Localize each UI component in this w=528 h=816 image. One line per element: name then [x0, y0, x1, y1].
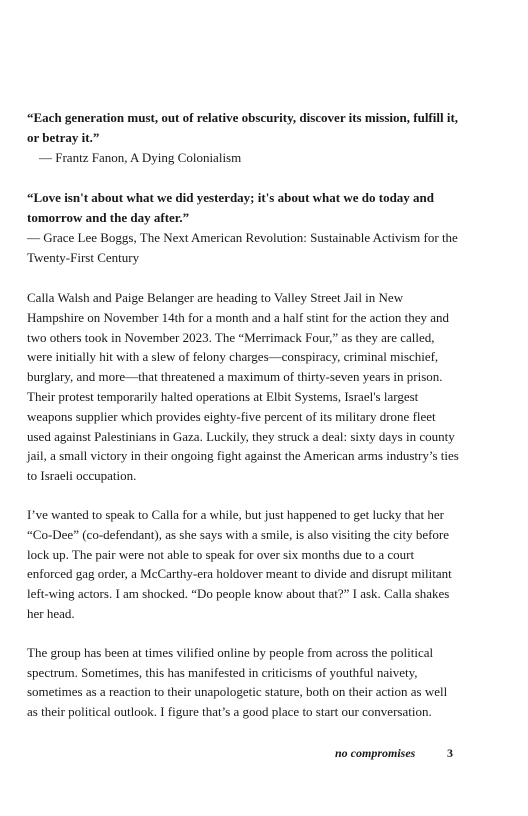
epigraph-fanon [27, 108, 459, 168]
article-page [27, 108, 459, 741]
epigraph-quote: “Each generation must, out of relative obscurity, discover its mission, fulfill it, or betray it.” [27, 110, 459, 145]
epigraph-attribution: — Grace Lee Boggs, The Next American Revolution: Sustainable Activism for the Twenty-First Century [27, 230, 458, 265]
body-paragraph: The group has been at times vilified online by people from across the political spectrum. Sometimes, this has manifested in criticisms of youthful naivety, sometimes as a reaction to their unapologetic stature, both on their action as well as their political outlook. I figure that’s a good place to start our conversation. [27, 644, 448, 720]
body-paragraph: Calla Walsh and Paige Belanger are heading to Valley Street Jail in New Hampshire on November 14th for a month and a half stint for the action they and two others took in November 2023. The “Merrimack Four,” as they are called, were initially hit with a slew of felony charges—conspiracy, criminal mischief, burglary, and more—that threatened a maximum of thirty-seven years in prison. Their protest temporarily halted operations at Elbit Systems, Israel's largest weapons supplier which provides eighty-five percent of its military drone fleet used against Palestinians in Gaza. Luckily, they struck a deal: sixty days in county jail, a small victory in their ongoing fight against the American arms industry’s ties to Israeli occupation. [27, 290, 459, 484]
page-number: 3 [447, 746, 453, 760]
body-paragraph: I’ve wanted to speak to Calla for a while, but just happened to get lucky that her “Co-Dee” (co-defendant), as she says with a smile, is also visiting the city before lock up. The pair were not able to speak for over six months due to a court enforced gag order, a McCarthy-era holdover meant to divide and disrupt militant left-wing actors. I am shocked. “Do people know about that?” I ask. Calla shakes her head. [27, 506, 452, 621]
running-title: no compromises [335, 746, 416, 760]
epigraph-quote: “Love isn't about what we did yesterday; it's about what we do today and tomorrow and the day after.” [27, 190, 435, 225]
page-footer [0, 746, 528, 764]
epigraph-boggs [27, 188, 459, 268]
epigraph-attribution: — Frantz Fanon, A Dying Colonialism [39, 150, 242, 165]
